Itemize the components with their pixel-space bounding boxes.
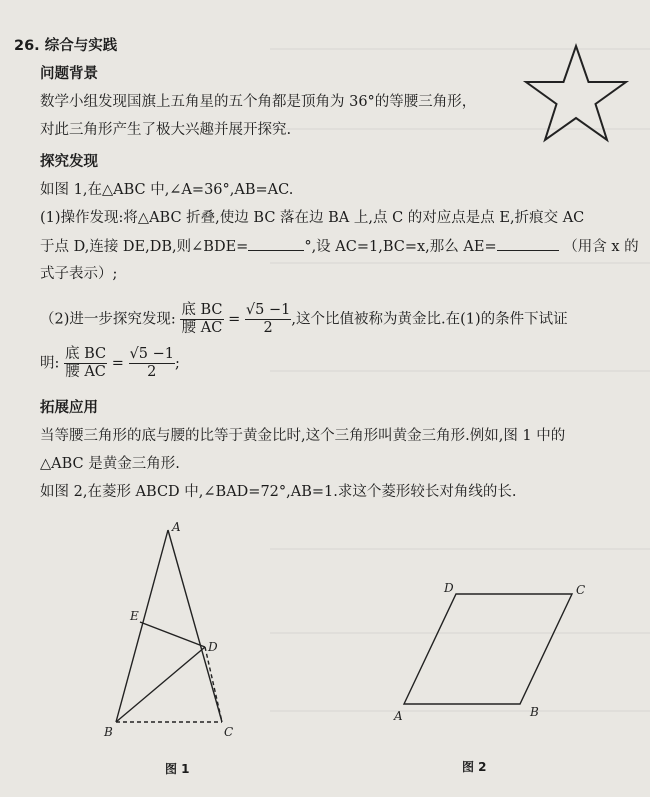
proof-suffix: ; xyxy=(174,355,180,372)
ratio-denominator: 腰 AC xyxy=(181,320,223,336)
label-b: B xyxy=(530,705,539,719)
label-e: E xyxy=(130,609,139,623)
figure-1-caption: 图 1 xyxy=(165,762,190,776)
part1-text-b: °,设 AC=1,BC=x,那么 AE= xyxy=(304,239,497,255)
figure-2-caption: 图 2 xyxy=(462,760,487,774)
proof-golden-ratio-value xyxy=(129,346,175,381)
label-d: D xyxy=(208,640,218,654)
part2-suffix: ,这个比值被称为黄金比.在(1)的条件下试证 xyxy=(291,311,568,328)
golden-ratio-denominator: 2 xyxy=(263,320,273,336)
bleed-through-line xyxy=(270,370,650,372)
part1-text-c: （用含 x 的 xyxy=(563,239,639,255)
answer-blank-ae[interactable] xyxy=(497,236,559,251)
label-a: A xyxy=(172,520,181,534)
proof-line xyxy=(40,346,180,381)
label-c: C xyxy=(576,583,586,597)
five-pointed-star-icon xyxy=(520,42,632,154)
proof-golden-ratio-numerator: √5 −1 xyxy=(129,346,174,362)
part1-text-a: 于点 D,连接 DE,DB,则∠BDE= xyxy=(40,239,249,255)
proof-equals-sign: = xyxy=(111,355,124,372)
segment-dc-dashed xyxy=(205,647,222,722)
rhombus-outline xyxy=(404,594,572,704)
ratio-base-over-leg xyxy=(180,302,223,337)
proof-ratio-numerator: 底 BC xyxy=(65,346,107,362)
question-title: 综合与实践 xyxy=(44,38,118,54)
side-ac xyxy=(168,530,222,722)
answer-blank-angle[interactable] xyxy=(248,236,304,251)
part1-line-3: 式子表示）; xyxy=(40,266,118,282)
part1-line-2 xyxy=(40,236,639,257)
explore-heading: 探究发现 xyxy=(40,154,98,170)
proof-ratio-base-over-leg xyxy=(64,346,107,381)
background-line-2: 对此三角形产生了极大兴趣并展开探究. xyxy=(40,122,292,138)
side-ab xyxy=(116,530,168,722)
background-heading: 问题背景 xyxy=(40,66,98,82)
question-number: 26. xyxy=(14,38,40,54)
equals-sign: = xyxy=(228,311,241,328)
label-a: A xyxy=(394,709,403,723)
bleed-through-line xyxy=(270,548,650,550)
label-c: C xyxy=(224,725,234,739)
extend-heading: 拓展应用 xyxy=(40,400,98,416)
golden-ratio-value xyxy=(245,302,291,337)
segment-bd xyxy=(116,647,205,722)
explore-intro: 如图 1,在△ABC 中,∠A=36°,AB=AC. xyxy=(40,182,294,198)
extend-line-3: 如图 2,在菱形 ABCD 中,∠BAD=72°,AB=1.求这个菱形较长对角线的长. xyxy=(40,484,517,500)
label-d: D xyxy=(444,581,454,595)
part2-prefix: （2)进一步探究发现: xyxy=(40,311,176,328)
part1-line-1: (1)操作发现:将△ABC 折叠,使边 BC 落在边 BA 上,点 C 的对应点是点 E,折痕交 AC xyxy=(40,210,585,226)
part2-line xyxy=(40,302,568,337)
extend-line-1: 当等腰三角形的底与腰的比等于黄金比时,这个三角形叫黄金三角形.例如,图 1 中的 xyxy=(40,428,566,444)
proof-ratio-denominator: 腰 AC xyxy=(65,364,106,380)
label-b: B xyxy=(104,725,113,739)
ratio-numerator: 底 BC xyxy=(181,302,223,318)
figure-2-rhombus xyxy=(390,580,590,730)
extend-line-2: △ABC 是黄金三角形. xyxy=(40,456,180,472)
figure-1-triangle xyxy=(90,520,260,752)
background-line-1: 数学小组发现国旗上五角星的五个角都是顶角为 36°的等腰三角形， xyxy=(40,94,477,110)
proof-golden-ratio-denominator: 2 xyxy=(147,364,157,380)
golden-ratio-numerator: √5 −1 xyxy=(245,302,291,318)
proof-prefix: 明: xyxy=(40,355,60,372)
bleed-through-line xyxy=(270,262,650,264)
question-header xyxy=(14,36,117,56)
